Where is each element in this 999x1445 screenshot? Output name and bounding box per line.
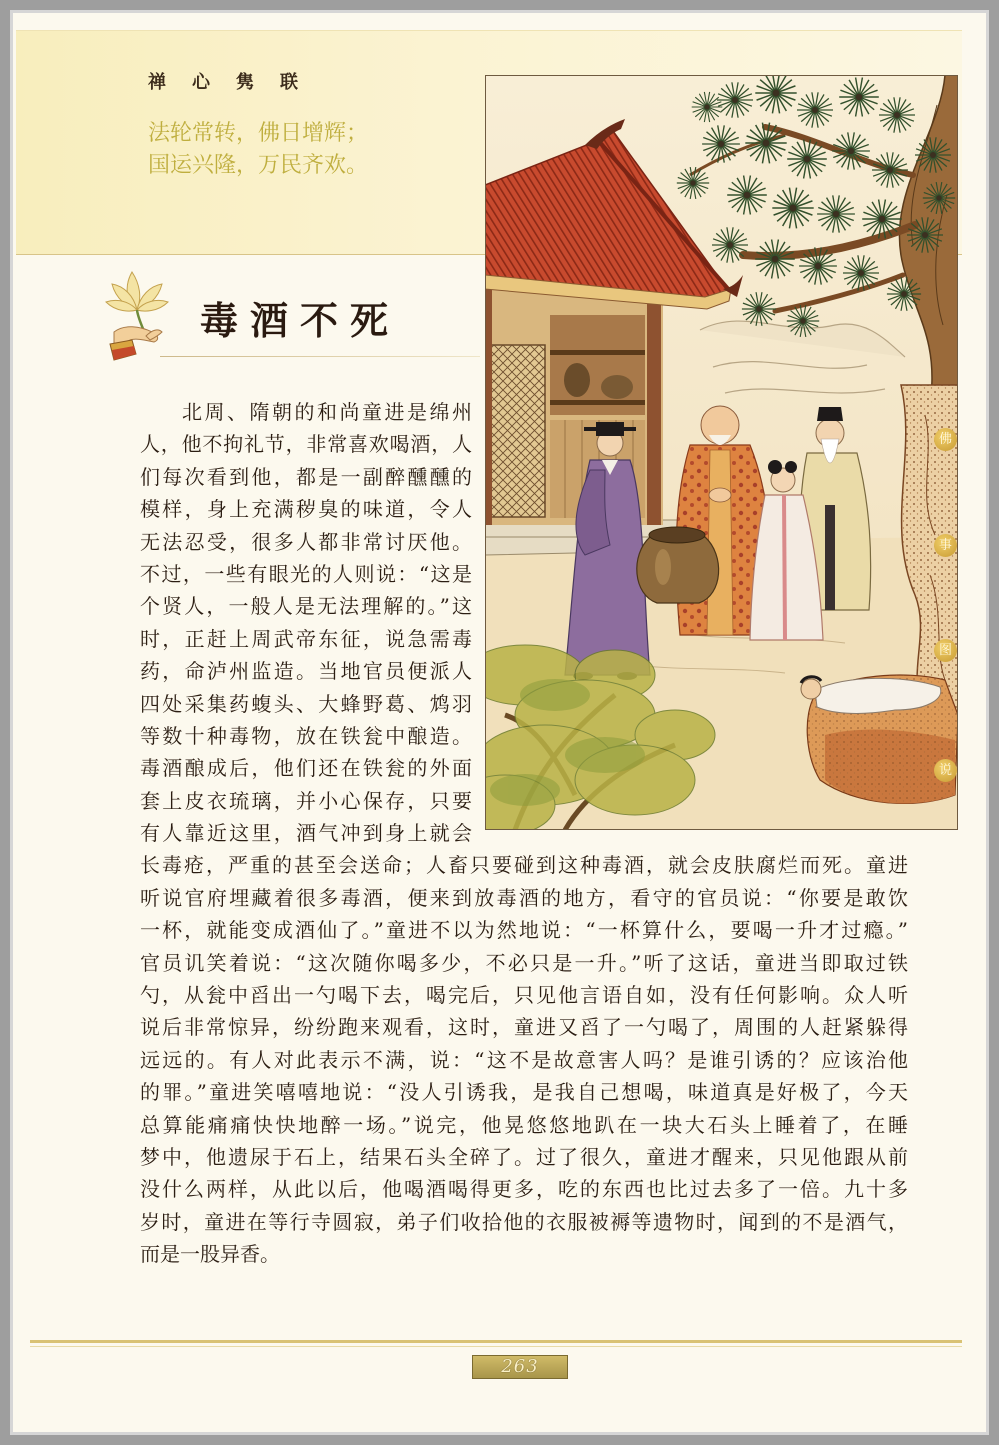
side-label: 事 <box>934 534 957 557</box>
body-line: 说后非常惊异，纷纷跑来观看，这时，童进又舀了一勺喝了，周围的人赶紧躲得 <box>140 1015 908 1040</box>
hand-lotus-icon <box>96 266 178 362</box>
body-line: 听说官府埋藏着很多毒酒，便来到放毒酒的地方，看守的官员说：“你要是敢饮 <box>140 885 908 910</box>
body-line: 四处采集药蝮头、大蜂野葛、鸩羽 <box>140 691 472 716</box>
body-line: 人，他不拘礼节，非常喜欢喝酒，人 <box>140 432 472 457</box>
body-line: 无法忍受，很多人都非常讨厌他。 <box>140 529 472 554</box>
body-line: 个贤人，一般人是无法理解的。”这 <box>140 594 472 619</box>
page-number: 263 <box>472 1355 568 1379</box>
body-line: 而是一股异香。 <box>140 1242 280 1267</box>
body-line: 北周、隋朝的和尚童进是绵州 <box>182 400 472 424</box>
body-line: 远远的。有人对此表示不满，说：“这不是故意害人吗？是谁引诱的？应该治他 <box>140 1047 908 1072</box>
body-line: 套上皮衣琉璃，并小心保存，只要 <box>140 788 472 813</box>
article-title: 毒酒不死 <box>200 298 401 343</box>
body-line: 一杯，就能变成酒仙了。”童进不以为然地说：“一杯算什么，要喝一升才过瘾。” <box>140 918 908 943</box>
body-line: 模样，身上充满秽臭的味道，令人 <box>140 497 472 522</box>
jar <box>637 527 719 603</box>
title-divider <box>160 356 480 357</box>
body-line: 岁时，童进在等行寺圆寂，弟子们收拾他的衣服被褥等遗物时，闻到的不是酒气， <box>140 1209 908 1234</box>
illustration-frame <box>485 75 958 830</box>
body-line: 没什么两样，从此以后，他喝酒喝得更多，吃的东西也比过去多了一倍。九十多 <box>140 1177 908 1202</box>
body-line: 们每次看到他，都是一副醉醺醺的 <box>140 464 472 489</box>
body-line: 等数十种毒物，放在铁瓮中酿造。 <box>140 723 472 748</box>
body-line: 不过，一些有眼光的人则说：“这是 <box>140 561 472 586</box>
body-line: 时，正赶上周武帝东征，说急需毒 <box>140 626 472 651</box>
side-label: 图 <box>934 639 957 662</box>
body-line: 的罪。”童进笑嘻嘻地说：“没人引诱我，是我自己想喝，味道真是好极了，今天 <box>140 1080 908 1105</box>
body-line: 长毒疮，严重的甚至会送命；人畜只要碰到这种毒酒，就会皮肤腐烂而死。童进 <box>140 853 908 878</box>
side-label: 佛 <box>934 428 957 451</box>
body-line: 毒酒酿成后，他们还在铁瓮的外面 <box>140 756 472 781</box>
body-line: 勺，从瓮中舀出一勺喝下去，喝完后，只见他言语自如，没有任何影响。众人听 <box>140 983 908 1008</box>
side-label: 说 <box>934 759 957 782</box>
couplet-line-1: 法轮常转，佛日增辉； <box>148 121 369 146</box>
body-line: 官员讥笑着说：“这次随你喝多少，不必只是一升。”听了这话，童进当即取过铁 <box>140 950 908 975</box>
couplet-line-2: 国运兴隆，万民齐欢。 <box>148 153 369 178</box>
section-title: 禅心隽联 <box>148 72 324 93</box>
illustration <box>485 75 958 830</box>
body-line: 梦中，他遗尿于石上，结果石头全碎了。过了很久，童进才醒来，只见他跟从前 <box>140 1144 908 1169</box>
footer-divider-thin <box>30 1346 962 1347</box>
footer-divider <box>30 1340 962 1343</box>
body-line: 有人靠近这里，酒气冲到身上就会 <box>140 821 472 846</box>
body-line: 药，命泸州监造。当地官员便派人 <box>140 659 472 684</box>
body-line: 总算能痛痛快快地醉一场。”说完，他晃悠悠地趴在一块大石头上睡着了，在睡 <box>140 1112 908 1137</box>
